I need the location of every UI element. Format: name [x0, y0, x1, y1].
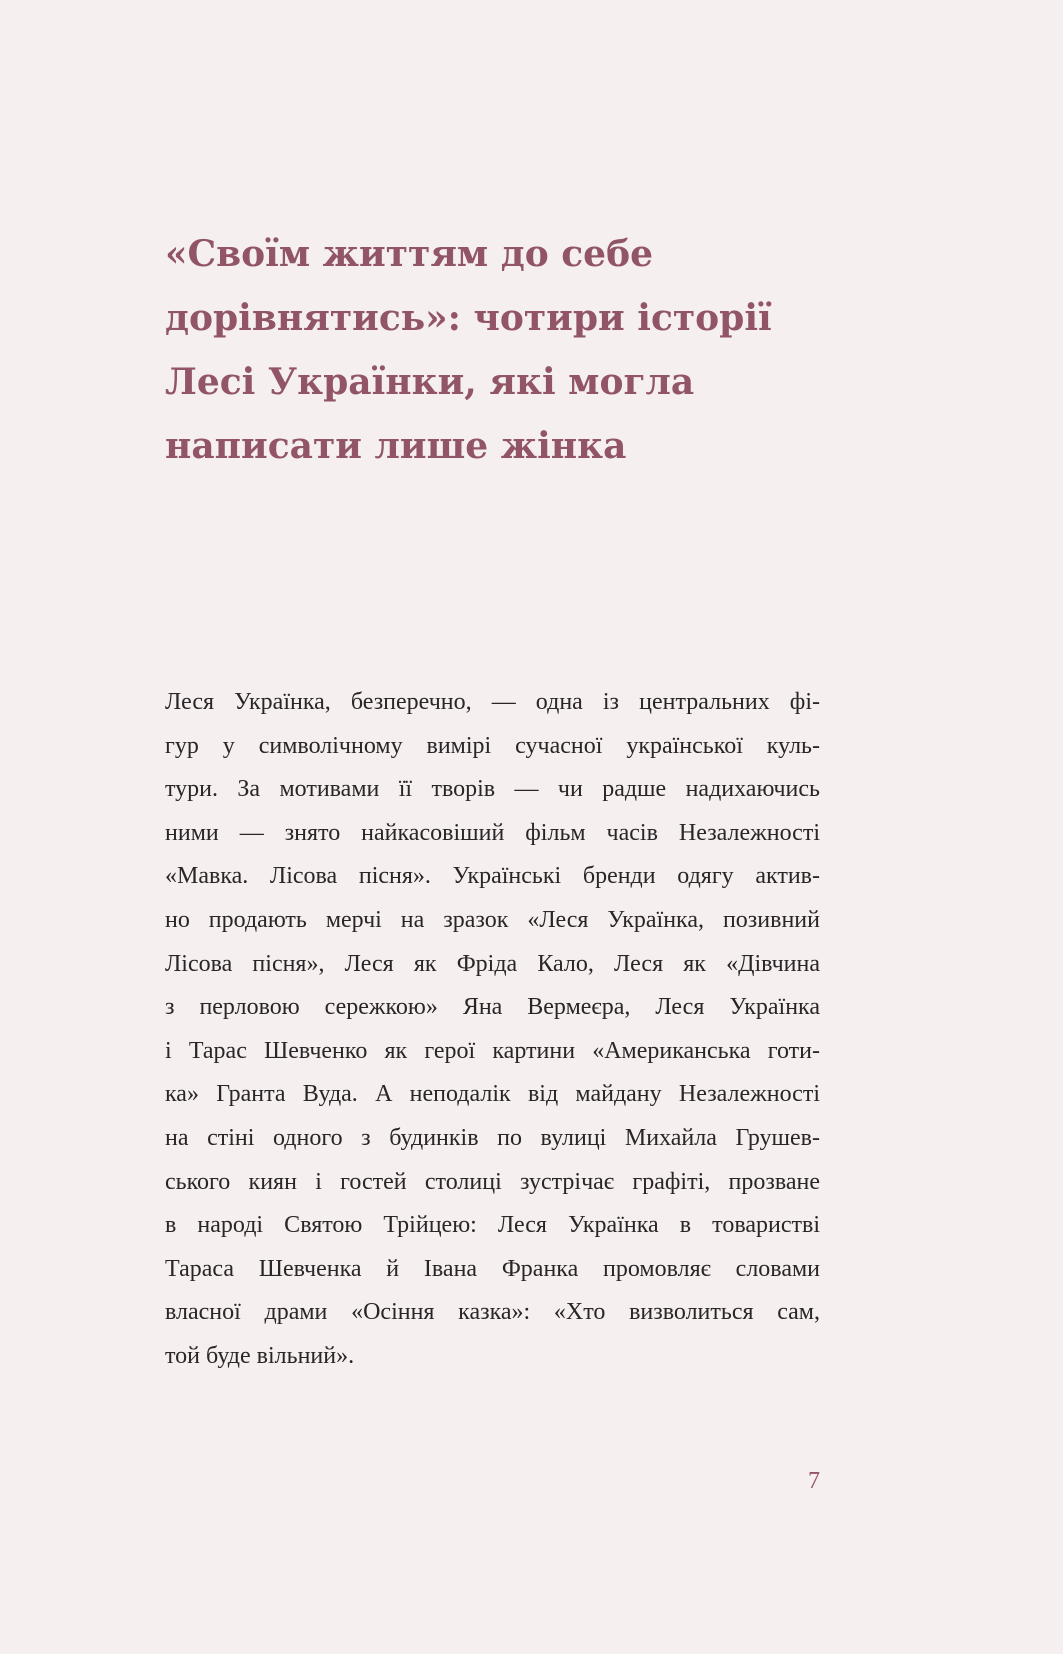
paragraph-line: і Тарас Шевченко як герої картини «Американська готи-: [165, 1037, 820, 1064]
paragraph-line: з перловою сережкою» Яна Вермеєра, Леся Українка: [165, 994, 820, 1021]
paragraph-line: «Мавка. Лісова пісня». Українські бренди одягу актив-: [165, 863, 820, 890]
paragraph-line: в народі Святою Трійцею: Леся Українка в товаристві: [165, 1212, 820, 1239]
chapter-title: [165, 222, 885, 478]
chapter-title-line: дорівнятись»: чотири історії: [165, 297, 772, 339]
paragraph-line: ського киян і гостей столиці зустрічає графіті, прозване: [165, 1168, 820, 1195]
page-number: 7: [808, 1468, 820, 1494]
chapter-title-line: Лесі Українки, які могла: [165, 361, 695, 403]
chapter-title-line: «Своїм життям до себе: [165, 233, 654, 275]
paragraph-line: гур у символічному вимірі сучасної української куль-: [165, 732, 820, 759]
paragraph-line: Лісова пісня», Леся як Фріда Кало, Леся як «Дівчина: [165, 950, 820, 977]
paragraph-line: той буде вільний».: [165, 1342, 355, 1369]
paragraph-line: Тараса Шевченка й Івана Франка промовляє словами: [165, 1255, 820, 1282]
paragraph-line: на стіні одного з будинків по вулиці Михайла Грушев-: [165, 1124, 820, 1151]
paragraph-line: но продають мерчі на зразок «Леся Українка, позивний: [165, 906, 820, 933]
paragraph-line: ка» Гранта Вуда. А неподалік від майдану Незалежності: [165, 1081, 820, 1108]
paragraph-line: власної драми «Осіння казка»: «Хто визволиться сам,: [165, 1299, 820, 1326]
paragraph-line: тури. За мотивами її творів — чи радше надихаючись: [165, 776, 820, 803]
paragraph-line: Леся Українка, безперечно, — одна із центральних фі-: [165, 689, 820, 715]
chapter-title-line: написати лише жінка: [165, 425, 627, 467]
body-paragraph: [165, 681, 820, 1379]
paragraph-line: ними — знято найкасовіший фільм часів Незалежності: [165, 819, 820, 846]
